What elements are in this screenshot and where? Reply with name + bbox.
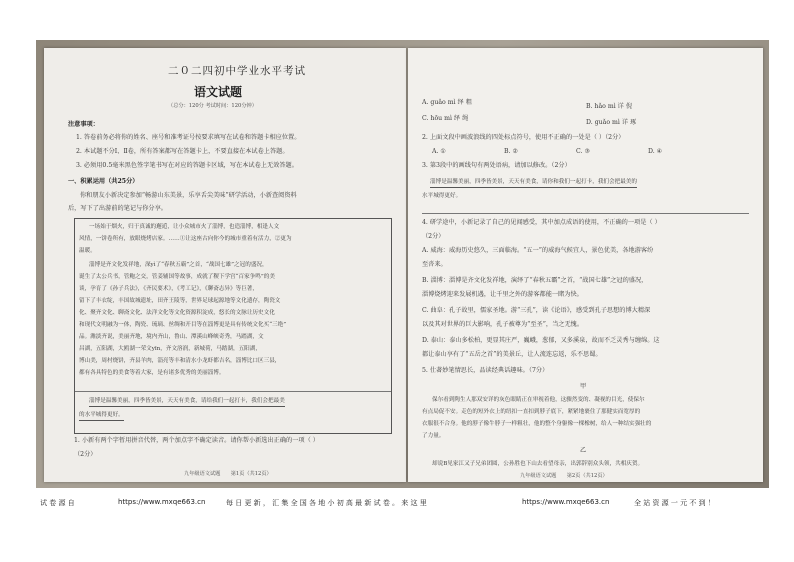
passage-line: 衣服很不合身。他的脖子像牛脖子一样粗壮，他的整个身躯像一棵橡树，给人一种结实强壮的 [422,421,652,427]
question-1-score: （2分） [74,451,97,458]
q4-option: D. 泰山：泰山多松柏，更显其庄严，巍峨，葱郁，又多溪泉，故而不乏灵秀与缠绵。这 [422,337,660,344]
answer-line [422,213,749,214]
q4-option: 至沓来。 [422,261,447,268]
section-heading: 一、积累运用（共25分） [68,178,139,185]
exam-page-1 [44,48,406,482]
box-line: 谈，孕育了《孙子兵法》，《齐民要术》，《考工记》，《聊斋志异》等巨著， [79,286,258,292]
q2-choice-d: D. ④ [648,148,663,155]
box-line: 温暖。 [79,248,96,254]
question-3: 3. 第3段中的画线句有两处语病，请加以修改。（2分） [422,162,571,169]
exam-page-2 [408,48,763,482]
footer-source-label: 试 卷 源 自 [40,499,75,507]
notice-item: 2. 本试题不分Ⅰ、Ⅱ卷，所有答案都写在答题卡上，不要直接在本试卷上答题。 [76,148,289,155]
box-line: 留下了丰衣绽，丰国故城遗址，田齐王陵等，世界足球起源地等文化遗存，陶瓷文 [79,298,281,304]
q4-score: （2分） [422,233,445,240]
passage-mark: 甲 [580,383,587,390]
passage-line: 有点局促不安。走色的短外衣上的纽扣一直扣到脖子底下，紧紧地裹住了那健实而宽厚的 [422,409,641,415]
q4-option: 淄博烧烤迎来发展机遇，让千里之外的游客都能一睹为快。 [422,291,583,298]
intro-line: 你和朋友小新决定参加“畅游山东美景，乐享舌尖美味”研学活动，小新查阅资料 [80,192,297,199]
box-line: 和现代文明融为一体，陶瓷、琉璃、丝绸和开目等在淄博更是具有传统文化买“三绝” [79,322,287,328]
q2-choice-a: A. ① [432,148,446,155]
scanned-photo [36,40,769,488]
page-footer-1: 九年级语文试题 第1页（共12页） [184,471,272,477]
notice-item: 1. 答卷前务必将你的姓名、座号和准考证号按要求填写在试卷和答题卡相应位置。 [76,134,301,141]
box-line: 诞生了太公兵书，管鲍之交，管姜辅国等故事，成就了稷下学宫“百家争鸣”的美 [79,274,275,280]
watermark-footer [0,498,794,510]
footer-url-link[interactable]: https://www.mxqe663.cn [118,498,206,506]
q3-quote: 淄博是温馨美丽，四季皆美景，天天有美食，请你和我们一起打卡，我们会把最美的 [430,180,637,188]
q4-option: 都让泰山享有了“五岳之首”的美景丘，让人流连忘返，乐不思蜀。 [422,351,602,358]
underlined-sentence: 淄博是温馨美丽，四季皆美景，天天有美食，请给我们一起打卡，我们会把最美 [89,399,285,407]
question-1: 1. 小新有两个字暂用拼音代替，两个加点字不确定读音。请你帮小新选出正确的一项（ ） [74,437,319,444]
option-d: D. guǎo mì 详 琢 [586,119,637,126]
passage-line: 了力量。 [422,433,445,439]
notes-box [74,218,392,434]
q4-option: 以及其对世界的巨大影响，孔子被尊为“至圣”，当之无愧。 [422,321,584,328]
question-5: 5. 仕著妙笔情思长，品读经典话趣味。（7分） [422,367,549,374]
box-line: 昌湖，五阳湖，大鸥湖一荣文yīn，齐文溶润，新城荷，马踏湖，五阳湖， [79,346,261,352]
page-footer-2: 九年级语文试题 第2页（共12页） [520,473,608,479]
option-b: B. hǎo mì 详 倪 [586,103,633,110]
notice-heading: 注意事项： [68,121,99,128]
box-line: 都有各具特色的美食等着大家，是有诸多优秀的美丽淄博。 [79,370,225,376]
q2-choice-b: B. ② [504,148,519,155]
footer-slogan: 全 站 资 源 一 元 不 到 ！ [634,499,715,507]
box-divider [75,391,391,392]
passage-line: 却说B见家江又子兄弟团圆，公孙胜也下山去看望母亲，出郭辞别众头领，共相庆贺。 [432,461,644,467]
intro-line: 后，写下了出游前的笔记与你分享。 [68,205,167,212]
option-c: C. hōu mì 绎 绳 [422,115,469,122]
q4-option: C. 曲阜：孔子故里，儒家圣地。游“三孔”，读《论语》，感受到孔子思想的博大精深 [422,307,651,314]
q3-quote: 水平城得更好。 [422,193,462,199]
subject-title: 语文试题 [194,85,243,99]
exam-meta: （总分：120分 考试时间：120分钟） [168,103,257,109]
question-2: 2. 上面文段中画波浪线的四处标点符号，使用不正确的一处是（ ）（2分） [422,134,625,141]
passage-mark: 乙 [580,447,587,454]
box-line: 化、聚齐文化、聊斋文化、法洋文化等文化资源积淀成，悠长的文脉让历史文化 [79,310,275,316]
box-line: 一场始于烟火，归于真诚的邂逅，让小众城市火了淄博，也造淄博，相逢人文 [89,224,280,230]
box-line: 博山美，周村烧饼，齐县羊肉，淄亮等丰和清水小龙虾都吉名，淄博比口区三县， [79,358,281,364]
question-4: 4. 研学途中，小新记录了自己的见闻感受，其中加点成语的使用，不正确的一项是（ ） [422,219,661,226]
q4-option: B. 淄博：淄博是齐文化发祥地，演绎了“春秋五霸”之首，“战国七雄”之冠的盛况， [422,277,648,284]
box-line: 风情，一饼卷所有，放眼烧烤店家。……①让这座古向你今的城市重着有活力，②更为 [79,236,292,242]
q4-option: A. 威海：威海历史悠久，三面临海。“五一”的威海气候宜人，景色优美，各地游客纷 [422,247,654,254]
footer-promo-text: 每 日 更 新 ， 汇 集 全 国 各 地 小 初 高 最 新 试 卷 。 来 这 里 [226,499,427,507]
option-a: A. guǎo mì 绎 粗 [422,99,472,106]
footer-url-link[interactable]: https://www.mxqe663.cn [522,498,610,506]
underlined-sentence: 的水平城得更好。 [79,413,124,421]
notice-item: 3. 必须用0.5毫米黑色签字笔书写在对应的答题卡区域，写在本试卷上无效答题。 [76,162,298,169]
passage-line: 保尔看到陶生人那双安详的灰色眼睛正在审视着他，这骤然变的、凝视的目光，使保尔 [432,397,645,403]
box-line: 品。潍淡齐说，美丽齐地，境内齐山，鲁山、潭溪山峰峡奇秀，马踏湖，文 [79,334,264,340]
box-line: 淄博是齐文化发祥地，深yì了“春秋五霸”之首，“战国七雄”之冠的盛况， [89,262,268,268]
exam-title: 二０二四初中学业水平考试 [168,65,306,77]
q2-choice-c: C. ③ [576,148,590,155]
